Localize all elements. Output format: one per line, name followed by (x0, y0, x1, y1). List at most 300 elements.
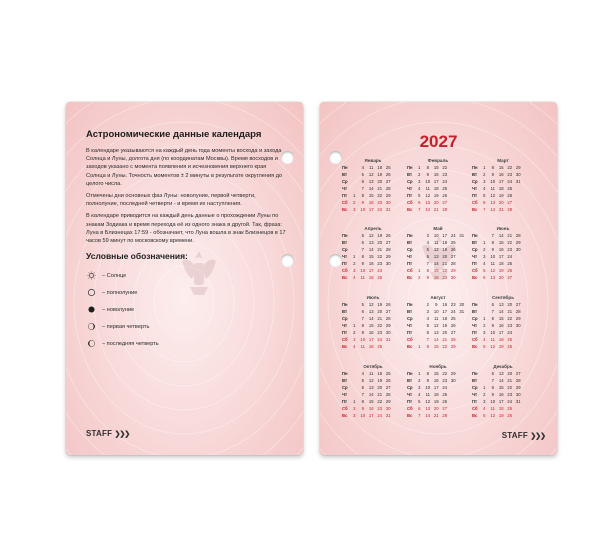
weekday-label: Сб (472, 405, 478, 411)
day-cell (458, 330, 467, 336)
day-cell: 21 (442, 336, 448, 342)
day-cell: 9 (491, 171, 494, 177)
day-cell (458, 193, 467, 199)
weekday-label: Вт (472, 171, 478, 177)
sun-icon (86, 271, 96, 281)
day-cell: 29 (450, 371, 456, 376)
binding-hole-top (329, 151, 342, 164)
day-cell: 31 (459, 233, 465, 238)
month-grid (342, 302, 404, 350)
day-cell (393, 302, 402, 308)
day-cell: 13 (490, 274, 496, 280)
month-name: Ноябрь (429, 364, 447, 369)
day-cell (449, 392, 458, 398)
day-cell: 15 (368, 192, 374, 198)
day-cell (393, 344, 402, 350)
day-cell (458, 240, 467, 246)
day-cell: 27 (442, 199, 448, 205)
day-cell: 17 (498, 178, 504, 184)
day-cell (458, 275, 467, 281)
day-cell (350, 240, 359, 246)
day-cell (393, 179, 402, 185)
day-cell: 23 (377, 329, 383, 335)
day-cell (350, 233, 359, 239)
day-cell: 9 (426, 274, 429, 280)
day-cell (384, 275, 393, 281)
month-block (472, 226, 534, 281)
day-cell: 15 (433, 165, 439, 170)
day-cell: 14 (490, 206, 496, 212)
day-cell: 10 (433, 308, 439, 314)
weekday-label: Пн (472, 165, 478, 170)
day-cell: 2 (483, 322, 486, 328)
day-cell: 19 (377, 302, 383, 307)
day-cell: 13 (368, 308, 374, 314)
day-cell: 30 (515, 391, 521, 397)
day-cell: 29 (385, 253, 391, 259)
day-cell: 6 (361, 178, 364, 184)
day-cell (523, 240, 532, 246)
day-cell: 3 (483, 253, 486, 259)
legend-label: – новолуние (102, 306, 135, 313)
day-cell: 15 (498, 239, 504, 245)
weekday-label: Пт (342, 192, 348, 198)
day-cell: 24 (377, 267, 383, 273)
day-cell: 3 (418, 384, 421, 390)
day-cell (523, 371, 532, 377)
day-cell: 15 (498, 315, 504, 321)
day-cell: 6 (491, 371, 494, 376)
day-cell: 19 (377, 171, 383, 177)
day-cell: 6 (361, 308, 364, 314)
weekday-label: Пн (407, 371, 413, 376)
legend-item-last-quarter (86, 335, 286, 352)
day-cell (523, 254, 532, 260)
weekday-label: Вс (407, 412, 413, 418)
day-cell: 25 (442, 185, 448, 191)
day-cell: 18 (442, 315, 448, 321)
month-name: Август (430, 295, 446, 300)
day-cell: 1 (353, 398, 356, 404)
weekday-label: Сб (407, 199, 413, 205)
day-cell (523, 302, 532, 308)
day-cell: 3 (353, 206, 356, 212)
day-cell: 27 (515, 371, 521, 376)
weekday-label: Ср (472, 246, 478, 252)
month-grid (472, 233, 534, 281)
month-block (407, 364, 469, 419)
day-cell (393, 406, 402, 412)
weekday-label: Ср (342, 315, 348, 321)
day-cell: 13 (368, 384, 374, 390)
weekday-label: Вт (407, 308, 413, 314)
day-cell: 8 (426, 343, 429, 349)
day-cell: 25 (507, 405, 513, 411)
day-cell (523, 399, 532, 405)
day-cell: 20 (442, 253, 448, 259)
day-cell: 25 (507, 336, 513, 342)
day-cell: 3 (353, 336, 356, 342)
day-cell: 14 (368, 246, 374, 252)
day-cell: 23 (377, 405, 383, 411)
day-cell: 27 (450, 329, 456, 335)
brand-logo (502, 431, 545, 440)
day-cell: 16 (498, 391, 504, 397)
day-cell: 22 (377, 322, 383, 328)
day-cell (393, 316, 402, 322)
day-cell: 8 (361, 192, 364, 198)
day-cell: 28 (442, 412, 448, 418)
day-cell: 21 (377, 315, 383, 321)
weekday-label: Вс (342, 274, 348, 280)
weekday-label: Чт (342, 391, 347, 397)
day-cell: 8 (491, 239, 494, 245)
day-cell: 10 (425, 178, 431, 184)
day-cell: 21 (507, 308, 513, 314)
day-cell: 31 (459, 308, 465, 314)
day-cell: 29 (515, 315, 521, 321)
day-cell: 7 (426, 260, 429, 266)
day-cell (514, 275, 523, 281)
day-cell: 4 (483, 336, 486, 342)
day-cell (458, 179, 467, 185)
day-cell: 21 (507, 377, 513, 383)
day-cell: 20 (377, 178, 383, 184)
day-cell (449, 413, 458, 419)
day-cell: 10 (490, 398, 496, 404)
day-cell: 28 (507, 206, 513, 212)
weekday-label: Сб (407, 405, 413, 411)
day-cell (523, 193, 532, 199)
day-cell: 26 (450, 246, 456, 252)
day-cell (523, 316, 532, 322)
month-name: Декабрь (493, 364, 513, 369)
day-cell: 2 (353, 199, 356, 205)
day-cell: 13 (433, 253, 439, 259)
day-cell (523, 413, 532, 419)
day-cell: 27 (507, 199, 513, 205)
day-cell: 28 (385, 185, 391, 191)
day-cell: 11 (360, 274, 365, 280)
day-cell: 21 (433, 206, 439, 212)
month-block (342, 158, 404, 213)
weekday-label: Ср (472, 384, 478, 390)
month-name: Сентябрь (491, 295, 515, 300)
day-cell (449, 172, 458, 178)
day-cell: 21 (442, 260, 448, 266)
day-cell: 29 (515, 384, 521, 390)
day-cell: 4 (426, 239, 429, 245)
day-cell (393, 172, 402, 178)
day-cell: 30 (385, 260, 391, 266)
day-cell: 16 (433, 377, 439, 383)
day-cell (458, 247, 467, 253)
day-cell: 3 (483, 329, 486, 335)
month-block (407, 295, 469, 350)
day-cell: 31 (385, 336, 391, 342)
day-cell: 23 (507, 322, 513, 328)
day-cell: 16 (368, 199, 374, 205)
weekday-label: Ср (407, 178, 413, 184)
weekday-label: Вс (407, 343, 413, 349)
day-cell (523, 323, 532, 329)
day-cell: 18 (498, 185, 504, 191)
day-cell: 7 (418, 412, 421, 418)
day-cell: 5 (361, 171, 364, 177)
day-cell (393, 399, 402, 405)
day-cell: 15 (498, 165, 504, 170)
day-cell: 18 (377, 371, 383, 376)
day-cell (350, 392, 359, 398)
day-cell (514, 186, 523, 192)
weekday-label: Пт (472, 329, 478, 335)
day-cell: 22 (507, 239, 513, 245)
day-cell: 5 (361, 377, 364, 383)
day-cell (480, 371, 489, 377)
day-cell: 3 (426, 233, 429, 238)
day-cell (458, 316, 467, 322)
day-cell: 1 (418, 371, 421, 376)
weekday-label: Пн (342, 371, 348, 376)
day-cell: 13 (498, 302, 504, 307)
day-cell: 21 (433, 412, 439, 418)
day-cell: 5 (426, 246, 429, 252)
day-cell (393, 275, 402, 281)
day-cell (449, 193, 458, 199)
legend-title: Условные обозначения: (86, 251, 188, 262)
day-cell: 31 (515, 398, 521, 404)
day-cell (415, 316, 424, 322)
day-cell (393, 240, 402, 246)
day-cell (523, 344, 532, 350)
day-cell (393, 378, 402, 384)
day-cell (393, 233, 402, 239)
weekday-label: Чт (342, 253, 347, 259)
day-cell: 15 (368, 253, 374, 259)
day-cell: 6 (426, 329, 429, 335)
day-cell: 14 (498, 308, 504, 314)
day-cell: 12 (433, 246, 439, 252)
day-cell: 11 (434, 315, 439, 321)
day-cell: 3 (483, 398, 486, 404)
day-cell: 18 (377, 165, 383, 170)
day-cell: 22 (377, 398, 383, 404)
day-cell: 18 (442, 239, 448, 245)
day-cell: 30 (515, 322, 521, 328)
day-cell: 16 (433, 274, 439, 280)
day-cell: 19 (433, 398, 439, 404)
day-cell: 1 (483, 165, 486, 170)
day-cell (514, 254, 523, 260)
day-cell (350, 371, 359, 377)
month-name: Апрель (364, 226, 382, 231)
weekday-label: Вт (472, 308, 478, 314)
day-cell: 21 (377, 391, 383, 397)
month-name: Октябрь (363, 364, 383, 369)
day-cell: 20 (377, 384, 383, 390)
day-cell: 1 (418, 343, 421, 349)
weekday-label: Вс (342, 343, 348, 349)
weekday-label: Пт (342, 260, 348, 266)
day-cell (393, 200, 402, 206)
day-cell: 23 (442, 171, 448, 177)
day-cell: 9 (361, 199, 364, 205)
day-cell: 19 (498, 412, 504, 418)
month-name: Май (433, 226, 443, 231)
day-cell: 28 (385, 315, 391, 321)
day-cell: 6 (491, 302, 494, 307)
day-cell (523, 330, 532, 336)
day-cell: 8 (426, 371, 429, 376)
day-cell: 14 (368, 185, 374, 191)
new-moon-icon (86, 305, 96, 315)
weekday-label: Сб (342, 405, 348, 411)
weekday-label: Вс (472, 206, 478, 212)
day-cell (523, 200, 532, 206)
day-cell (480, 309, 489, 315)
day-cell: 12 (425, 192, 431, 198)
day-cell: 16 (498, 322, 504, 328)
day-cell: 5 (361, 233, 364, 238)
day-cell: 9 (491, 246, 494, 252)
day-cell: 28 (385, 246, 391, 252)
day-cell: 19 (442, 322, 448, 328)
day-cell: 2 (483, 171, 486, 177)
day-cell (384, 344, 393, 350)
day-cell: 12 (425, 398, 431, 404)
weekday-label: Вт (472, 377, 478, 383)
weekday-label: Ср (472, 315, 478, 321)
day-cell: 28 (450, 336, 456, 342)
day-cell: 1 (483, 315, 486, 321)
day-cell: 5 (426, 322, 429, 328)
day-cell (415, 261, 424, 267)
day-cell: 9 (491, 391, 494, 397)
month-grid (472, 165, 534, 213)
day-cell: 15 (498, 384, 504, 390)
weekday-label: Сб (342, 336, 348, 342)
day-cell: 20 (498, 274, 504, 280)
day-cell: 29 (450, 343, 456, 349)
day-cell: 27 (515, 302, 521, 307)
day-cell (458, 385, 467, 391)
day-cell: 9 (426, 171, 429, 177)
weekday-label: Пт (472, 192, 478, 198)
day-cell (393, 165, 402, 171)
day-cell: 2 (418, 171, 421, 177)
day-cell: 30 (385, 329, 391, 335)
day-cell (480, 233, 489, 239)
weekday-label: Вт (472, 239, 478, 245)
day-cell: 10 (433, 233, 439, 238)
day-cell: 7 (361, 391, 364, 397)
legend-label: – Солнце (102, 272, 127, 279)
day-cell (393, 413, 402, 419)
weekday-label: Ср (407, 384, 413, 390)
day-cell (415, 323, 424, 329)
last-quarter-icon (86, 339, 96, 349)
day-cell (458, 268, 467, 274)
binding-hole-bottom (329, 254, 342, 267)
day-cell: 12 (490, 343, 496, 349)
day-cell: 18 (433, 185, 439, 191)
day-cell: 31 (385, 206, 391, 212)
day-cell (458, 254, 467, 260)
day-cell: 18 (498, 405, 504, 411)
day-cell: 13 (498, 371, 504, 376)
day-cell: 5 (418, 398, 421, 404)
day-cell: 23 (377, 260, 383, 266)
day-cell (458, 378, 467, 384)
month-block (472, 295, 534, 350)
day-cell: 4 (483, 185, 486, 191)
day-cell (523, 392, 532, 398)
day-cell: 10 (490, 329, 496, 335)
day-cell: 11 (425, 185, 430, 191)
day-cell (393, 186, 402, 192)
day-cell (449, 406, 458, 412)
day-cell: 1 (353, 253, 356, 259)
day-cell: 29 (385, 398, 391, 404)
day-cell: 14 (368, 315, 374, 321)
weekday-label: Чт (472, 391, 477, 397)
day-cell: 24 (377, 206, 383, 212)
day-cell (458, 406, 467, 412)
description-paragraph: В календаре приводится на каждый день данные о прохождении Луны по знакам Зодиака и время перехода её из одного знака в другой. Так, фраза: Луна в Близнецах 17:59 - обозначает, что Луна вошла в знак Близнецов в 17 часов 59 минут по московскому времени. (86, 213, 286, 245)
day-cell (393, 392, 402, 398)
day-cell: 3 (483, 178, 486, 184)
day-cell: 27 (385, 308, 391, 314)
day-cell: 16 (498, 246, 504, 252)
day-cell (393, 193, 402, 199)
day-cell (393, 385, 402, 391)
day-cell: 30 (385, 199, 391, 205)
day-cell: 16 (368, 405, 374, 411)
day-cell: 11 (369, 165, 374, 170)
day-cell: 15 (433, 371, 439, 376)
weekday-label: Сб (407, 336, 413, 342)
day-cell: 10 (360, 336, 366, 342)
day-cell: 22 (442, 371, 448, 376)
day-cell: 12 (433, 322, 439, 328)
day-cell: 18 (433, 391, 439, 397)
day-cell: 25 (385, 371, 391, 376)
month-block (342, 364, 404, 419)
weekday-label: Сб (472, 267, 478, 273)
day-cell: 10 (360, 267, 366, 273)
day-cell: 5 (483, 343, 486, 349)
day-cell (350, 302, 359, 308)
day-cell: 23 (377, 199, 383, 205)
day-cell (415, 330, 424, 336)
day-cell (458, 371, 467, 377)
day-cell: 24 (507, 253, 513, 259)
weekday-label: Чт (407, 185, 412, 191)
day-cell: 27 (507, 274, 513, 280)
day-cell: 26 (385, 377, 391, 383)
day-cell: 28 (515, 233, 521, 238)
day-cell (458, 172, 467, 178)
month-block (342, 226, 404, 281)
day-cell: 19 (498, 343, 504, 349)
weekday-label: Пт (407, 260, 413, 266)
day-cell: 17 (368, 267, 374, 273)
day-cell: 9 (491, 322, 494, 328)
day-cell: 20 (433, 405, 439, 411)
day-cell (514, 200, 523, 206)
weekday-label: Пн (342, 302, 348, 307)
day-cell (523, 165, 532, 171)
